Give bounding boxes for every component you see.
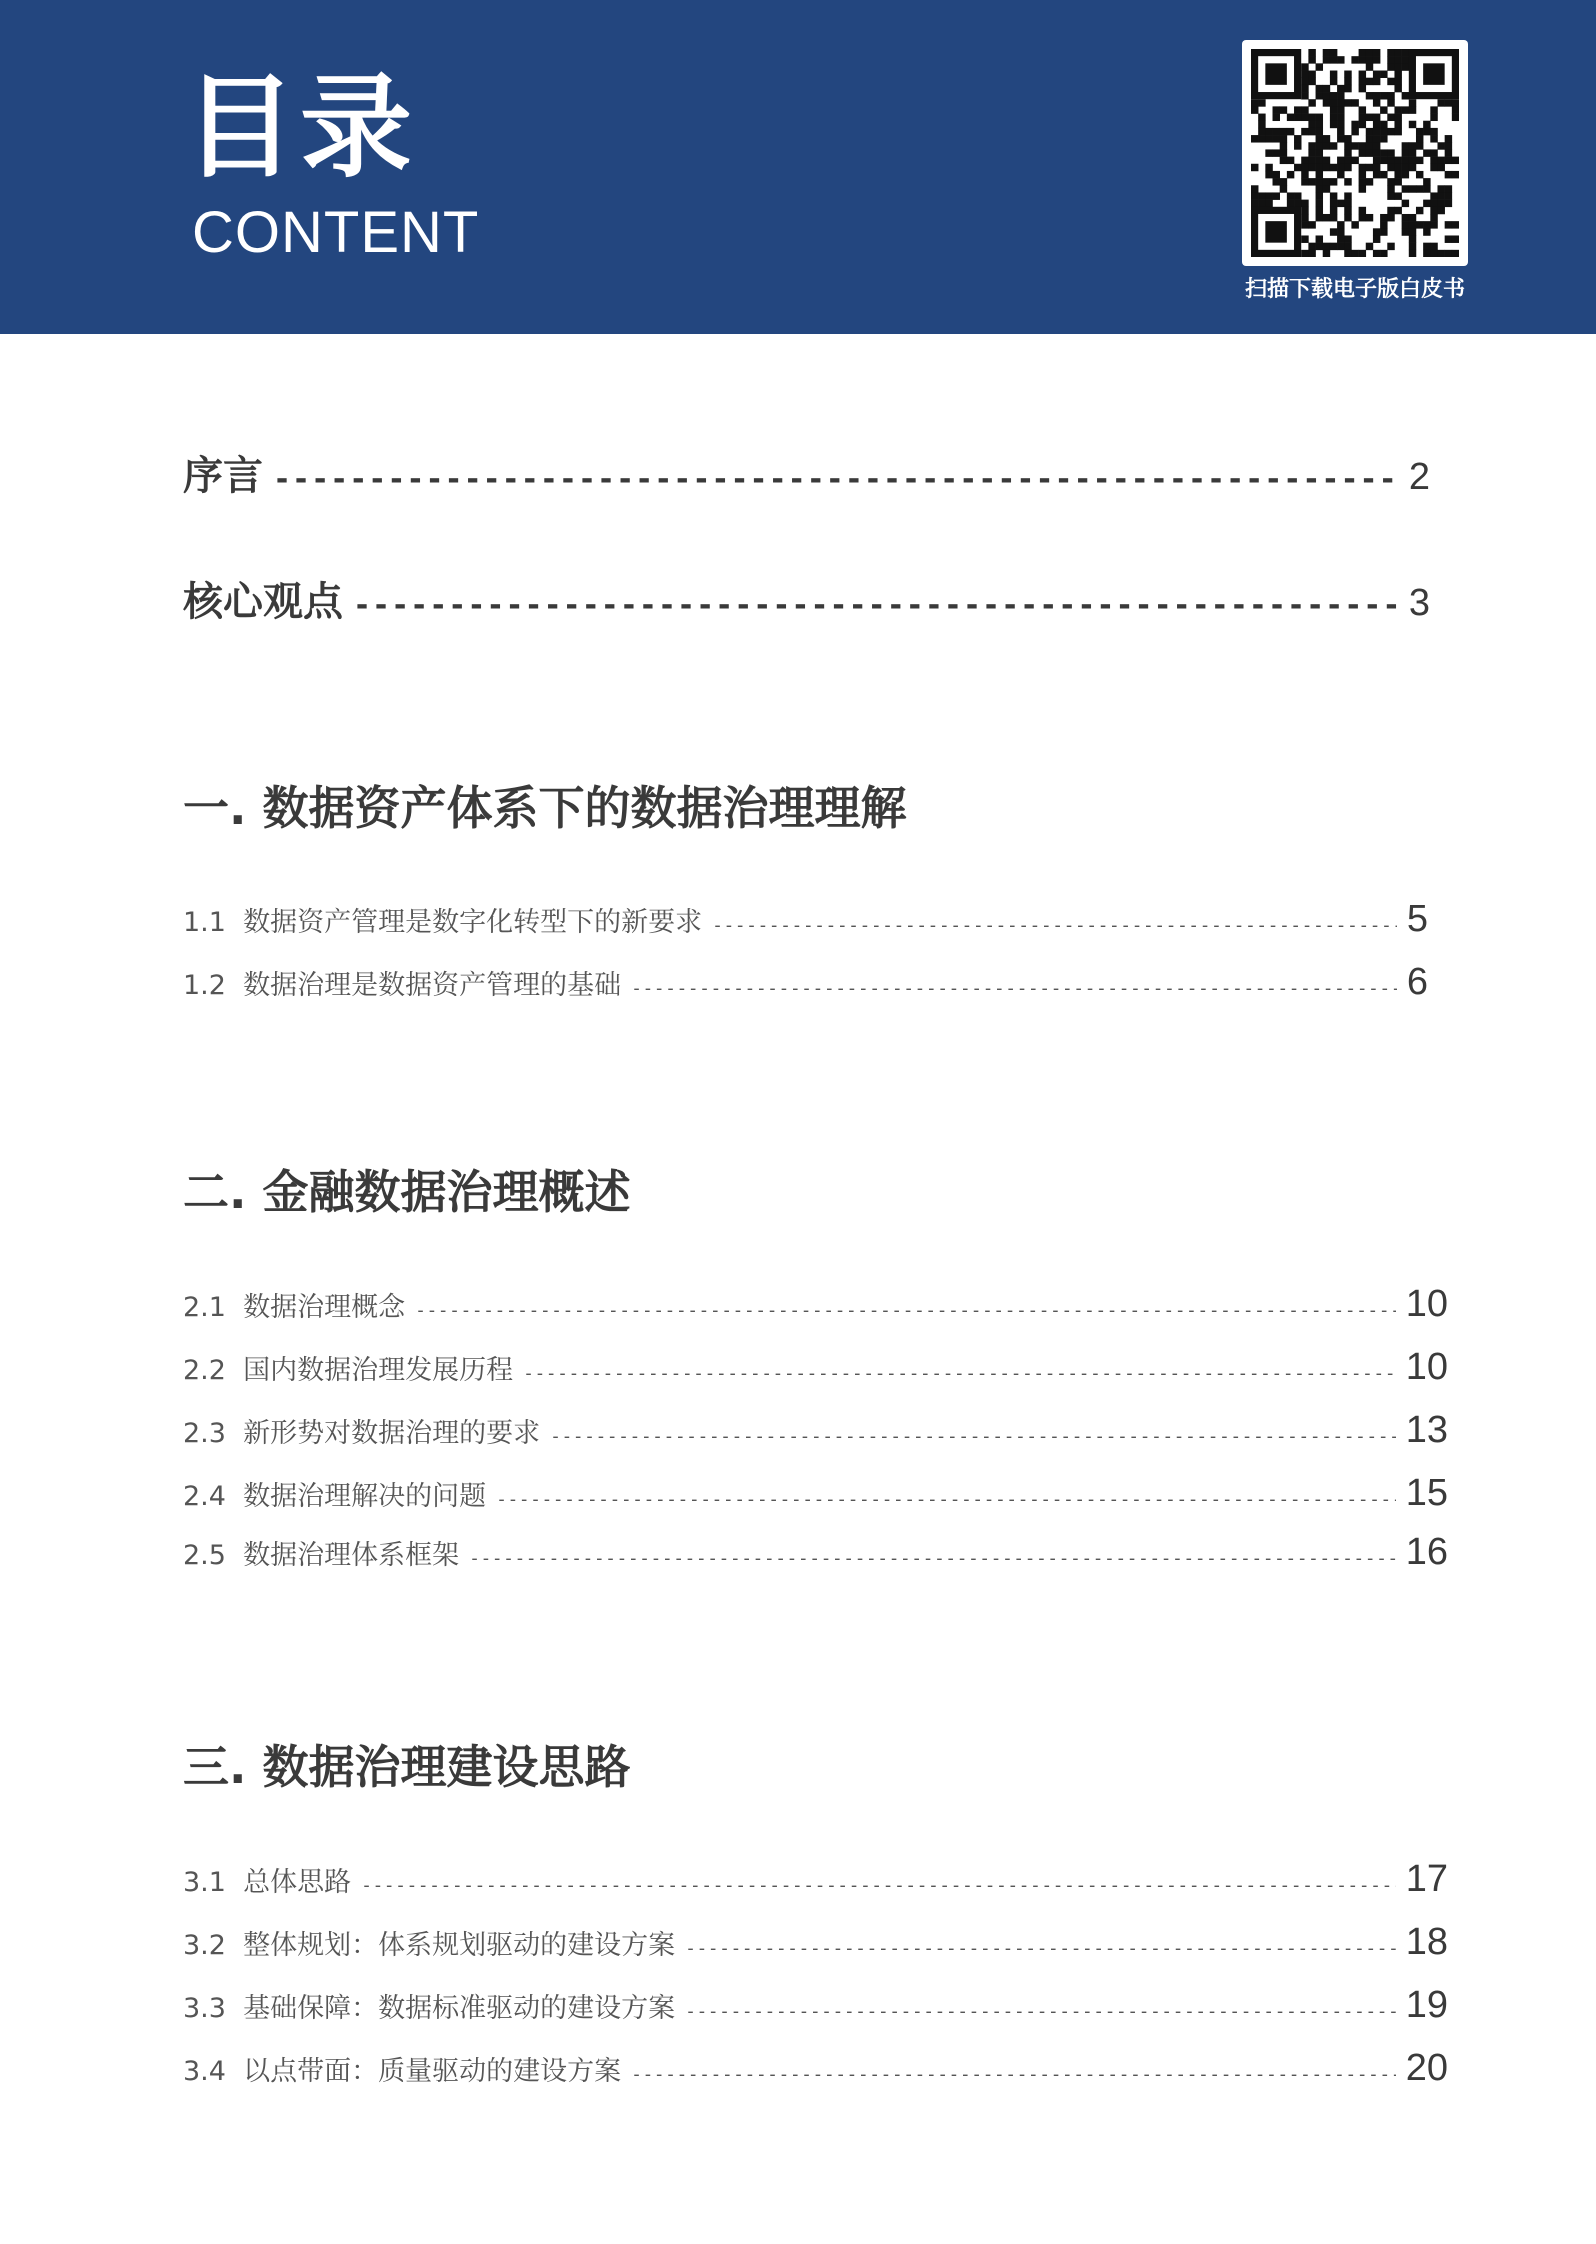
toc-entry-label: 以点带面：质量驱动的建设方案 (243, 2056, 622, 2087)
toc-entry-2-3[interactable] (183, 1409, 1448, 1452)
toc-entry-page: 10 (1405, 1283, 1448, 1325)
toc-entry-page: 19 (1405, 1984, 1448, 2026)
toc-entry-number: 3.2 (183, 1930, 226, 1961)
toc-entry-label: 数据资产管理是数字化转型下的新要求 (243, 907, 703, 938)
toc-entry-page: 20 (1405, 2047, 1448, 2089)
dotted-leader (496, 1489, 1396, 1510)
dotted-leader (361, 1875, 1396, 1896)
toc-entry-page: 3 (1408, 582, 1430, 624)
toc-entry-number: 2.5 (183, 1540, 226, 1571)
toc-entry-preface[interactable] (183, 444, 1430, 501)
qr-code-pattern (1251, 49, 1459, 257)
toc-entry-2-4[interactable] (183, 1472, 1448, 1515)
toc-entry-2-5[interactable] (183, 1531, 1448, 1574)
qr-caption: 扫描下载电子版白皮书 (1244, 277, 1465, 302)
toc-entry-label: 数据治理是数据资产管理的基础 (243, 970, 622, 1001)
toc-entry-label: 总体思路 (243, 1867, 352, 1898)
toc-entry-3-4[interactable] (183, 2047, 1448, 2090)
toc-entry-label: 整体规划：体系规划驱动的建设方案 (243, 1930, 676, 1961)
toc-entry-page: 5 (1406, 898, 1428, 940)
toc-entry-page: 10 (1405, 1346, 1448, 1388)
dotted-leader (469, 1548, 1396, 1569)
toc-entry-label: 数据治理体系框架 (243, 1540, 460, 1571)
toc-entry-number: 2.4 (183, 1481, 226, 1512)
toc-entry-label: 序言 (183, 453, 263, 499)
toc-entry-label: 基础保障：数据标准驱动的建设方案 (243, 1993, 676, 2024)
dotted-leader (631, 2064, 1396, 2085)
dotted-leader (273, 462, 1399, 497)
toc-entry-page: 13 (1405, 1409, 1448, 1451)
toc-entry-page: 18 (1405, 1921, 1448, 1963)
toc-entry-3-1[interactable] (183, 1858, 1448, 1901)
toc-entry-1-2[interactable] (183, 961, 1428, 1004)
section-title-3[interactable]: 三. 数据治理建设思路 (183, 1740, 631, 1794)
dotted-leader (353, 588, 1399, 623)
toc-entry-key-points[interactable] (183, 570, 1430, 627)
toc-entry-3-3[interactable] (183, 1984, 1448, 2027)
toc-entry-number: 3.3 (183, 1993, 226, 2024)
toc-entry-page: 16 (1405, 1531, 1448, 1573)
header-banner (0, 0, 1596, 334)
toc-entry-label: 新形势对数据治理的要求 (243, 1418, 541, 1449)
toc-entry-label: 数据治理解决的问题 (243, 1481, 487, 1512)
section-title-2[interactable]: 二. 金融数据治理概述 (183, 1165, 631, 1219)
dotted-leader (685, 2001, 1396, 2022)
dotted-leader (685, 1938, 1396, 1959)
toc-entry-page: 15 (1405, 1472, 1448, 1514)
toc-entry-number: 2.2 (183, 1355, 226, 1386)
toc-entry-label: 核心观点 (183, 579, 343, 625)
toc-entry-number: 2.1 (183, 1292, 226, 1323)
qr-code-icon[interactable] (1242, 40, 1468, 266)
toc-entry-label: 数据治理概念 (243, 1292, 406, 1323)
page-subtitle: CONTENT (192, 200, 480, 265)
dotted-leader (550, 1426, 1396, 1447)
toc-entry-number: 3.1 (183, 1867, 226, 1898)
toc-entry-number: 3.4 (183, 2056, 226, 2087)
toc-entry-page: 2 (1408, 456, 1430, 498)
toc-entry-page: 6 (1406, 961, 1428, 1003)
page-title: 目录 (184, 63, 416, 193)
toc-entry-2-1[interactable] (183, 1283, 1448, 1326)
toc-entry-3-2[interactable] (183, 1921, 1448, 1964)
dotted-leader (523, 1363, 1396, 1384)
toc-entry-number: 1.1 (183, 907, 226, 938)
toc-entry-1-1[interactable] (183, 898, 1428, 941)
toc-entry-page: 17 (1405, 1858, 1448, 1900)
dotted-leader (712, 915, 1397, 936)
toc-entry-number: 1.2 (183, 970, 226, 1001)
section-title-1[interactable]: 一. 数据资产体系下的数据治理理解 (183, 781, 907, 835)
toc-entry-number: 2.3 (183, 1418, 226, 1449)
toc-entry-2-2[interactable] (183, 1346, 1448, 1389)
toc-entry-label: 国内数据治理发展历程 (243, 1355, 514, 1386)
dotted-leader (415, 1300, 1396, 1321)
dotted-leader (631, 978, 1397, 999)
